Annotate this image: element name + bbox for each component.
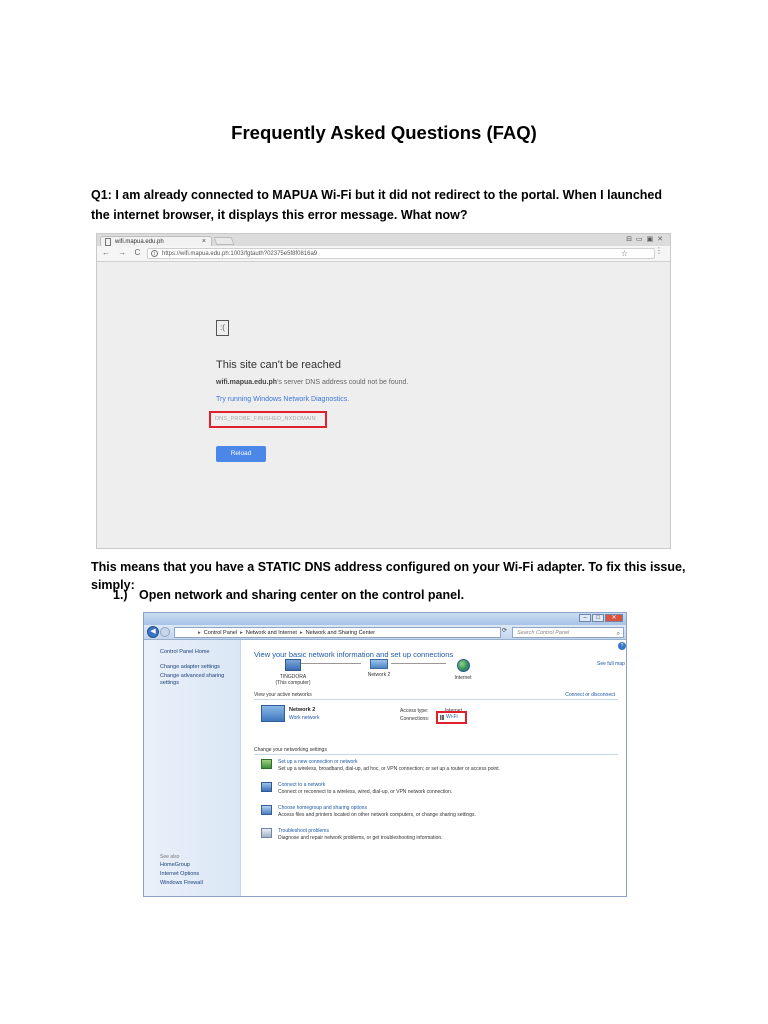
task-description: Access files and printers located on other network computers, or change sharing settings. bbox=[278, 812, 476, 818]
change-settings-label: Change your networking settings bbox=[254, 747, 327, 753]
network-icon bbox=[370, 659, 388, 669]
address-bar bbox=[147, 248, 655, 259]
section-heading: View your basic network information and set up connections bbox=[254, 650, 454, 659]
menu-icon: ⋮ bbox=[655, 246, 663, 255]
task-title: Troubleshoot problems bbox=[278, 828, 329, 834]
see-full-map-link: See full map bbox=[597, 661, 625, 667]
maximize-icon: □ bbox=[592, 614, 604, 622]
back-icon: ◀ bbox=[147, 626, 159, 638]
error-domain: wifi.mapua.edu.ph bbox=[216, 379, 278, 386]
tab-title: wifi.mapua.edu.ph bbox=[115, 239, 164, 245]
error-message-text: 's server DNS address could not be found. bbox=[277, 379, 409, 386]
task-title: Connect to a network bbox=[278, 782, 326, 788]
access-type-label: Access type: bbox=[400, 708, 429, 714]
question-label: Q1: bbox=[91, 188, 112, 202]
task-description: Set up a wireless, broadband, dial-up, ad hoc, or VPN connection; or set up a router or access point. bbox=[278, 766, 501, 772]
page-icon bbox=[105, 238, 111, 246]
browser-screenshot bbox=[96, 233, 671, 549]
sidebar-item-sharing: Change advanced sharing settings bbox=[160, 673, 225, 686]
breadcrumb-item: Network and Sharing Center bbox=[305, 630, 376, 636]
star-icon: ☆ bbox=[620, 249, 628, 258]
breadcrumb-item: Control Panel bbox=[203, 630, 238, 636]
refresh-icon: ⟳ bbox=[502, 628, 508, 634]
globe-icon bbox=[457, 659, 470, 672]
step-1 bbox=[113, 586, 464, 604]
sidebar-item-homegroup: HomeGroup bbox=[160, 862, 190, 868]
sidebar-item-firewall: Windows Firewall bbox=[160, 880, 203, 886]
reload-button: Reload bbox=[216, 446, 266, 462]
task-title: Choose homegroup and sharing options bbox=[278, 805, 367, 811]
window-controls: ⊟ ▭ ▣ ✕ bbox=[626, 236, 664, 243]
url-text: https://wifi.mapua.edu.ph:1003/fgtauth?02375e5f8f0816a9 bbox=[162, 251, 318, 257]
access-type-value: Internet bbox=[445, 708, 462, 714]
help-icon: ? bbox=[618, 642, 626, 650]
tab-close-icon: × bbox=[201, 238, 206, 245]
explanation-text: This means that you have a STATIC DNS address configured on your Wi-Fi adapter. To fix this issue, simply: bbox=[91, 560, 686, 592]
network-name: Network 2 bbox=[289, 707, 316, 713]
close-icon: ✕ bbox=[605, 614, 623, 622]
work-network-icon bbox=[261, 705, 285, 722]
diagnostics-link: Try running Windows Network Diagnostics. bbox=[216, 396, 350, 403]
info-icon: i bbox=[151, 250, 158, 257]
error-heading: This site can't be reached bbox=[216, 359, 342, 371]
control-panel-sidebar bbox=[144, 640, 241, 897]
breadcrumb-item: Network and Internet bbox=[245, 630, 297, 636]
connection-name: Wi-Fi bbox=[446, 714, 458, 720]
step-text: Open network and sharing center on the control panel. bbox=[139, 588, 465, 602]
task-description: Diagnose and repair network problems, or get troubleshooting information. bbox=[278, 835, 443, 841]
see-also-label: See also bbox=[160, 854, 180, 860]
breadcrumb: ▸ Control Panel ▸ Network and Internet ▸ Network and Sharing Center bbox=[174, 627, 501, 638]
window-titlebar bbox=[144, 613, 626, 625]
search-icon: ⌕ bbox=[616, 631, 620, 637]
connections-label: Connections: bbox=[400, 716, 430, 722]
search-placeholder: Search Control Panel bbox=[517, 630, 570, 636]
browser-tab-bar bbox=[97, 234, 670, 246]
wifi-connection-highlight bbox=[436, 711, 467, 724]
connect-network-icon bbox=[261, 782, 272, 792]
connection-labels bbox=[400, 707, 429, 723]
node-label: Network 2 bbox=[367, 672, 391, 678]
control-panel-screenshot bbox=[143, 612, 627, 897]
network-type-link: Work network bbox=[289, 715, 320, 721]
node-label: TINGDORA bbox=[279, 674, 307, 680]
control-panel-main bbox=[241, 640, 627, 897]
question-1 bbox=[91, 185, 681, 225]
error-message bbox=[216, 379, 408, 386]
troubleshoot-icon bbox=[261, 828, 272, 838]
map-node-computer bbox=[271, 659, 315, 686]
divider bbox=[254, 699, 618, 700]
task-description: Connect or reconnect to a wireless, wired, dial-up, or VPN network connection. bbox=[278, 789, 453, 795]
forward-icon bbox=[160, 627, 170, 637]
step-number: 1.) bbox=[113, 588, 128, 602]
sad-document-icon: :( bbox=[216, 320, 229, 336]
divider bbox=[254, 754, 618, 755]
error-code-highlight: DNS_PROBE_FINISHED_NXDOMAIN bbox=[209, 411, 327, 428]
sidebar-item-adapter: Change adapter settings bbox=[160, 664, 220, 670]
question-text: I am already connected to MAPUA Wi-Fi but it did not redirect to the portal. When I launched the internet browser, it displays this error message. What now? bbox=[91, 188, 662, 222]
map-node-network bbox=[357, 659, 401, 678]
homegroup-icon bbox=[261, 805, 272, 815]
search-field bbox=[512, 627, 624, 638]
explorer-address-bar bbox=[144, 625, 626, 640]
page-title: Frequently Asked Questions (FAQ) bbox=[231, 122, 537, 143]
new-connection-icon bbox=[261, 759, 272, 769]
node-label: Internet bbox=[454, 675, 472, 681]
sidebar-item-internet-options: Internet Options bbox=[160, 871, 200, 877]
computer-icon bbox=[285, 659, 301, 671]
connect-disconnect-link: Connect or disconnect bbox=[565, 692, 615, 698]
new-tab-button bbox=[214, 237, 235, 245]
browser-toolbar bbox=[97, 246, 670, 262]
signal-icon bbox=[440, 715, 444, 720]
task-title: Set up a new connection or network bbox=[278, 759, 358, 765]
navigation-icons: ← → C bbox=[102, 248, 144, 257]
minimize-icon: – bbox=[579, 614, 591, 622]
window-buttons bbox=[579, 614, 623, 622]
sidebar-item-home: Control Panel Home bbox=[160, 649, 210, 655]
node-sublabel: (This computer) bbox=[275, 680, 311, 686]
active-networks-label: View your active networks bbox=[254, 692, 312, 698]
map-node-internet bbox=[441, 659, 485, 681]
